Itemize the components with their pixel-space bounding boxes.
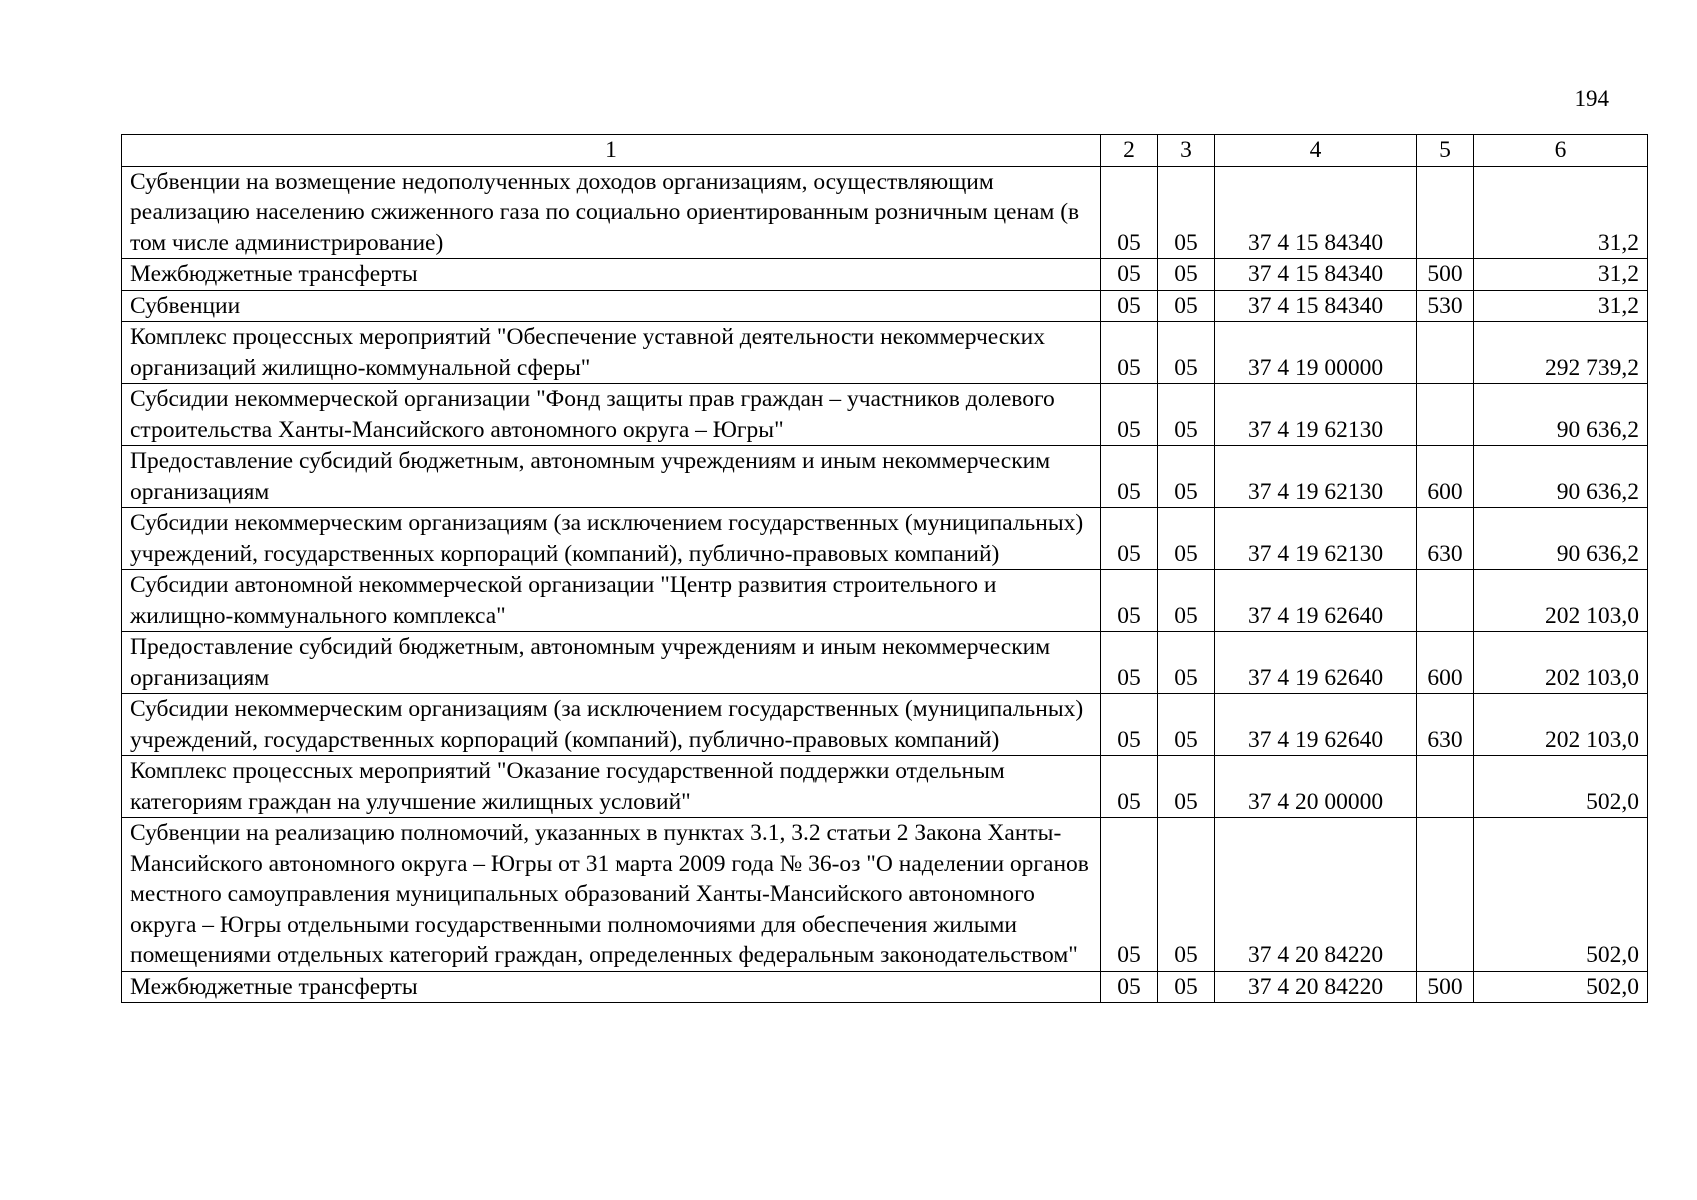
table-header-row: [122, 135, 1648, 167]
row-expense-type: [1417, 384, 1474, 446]
row-name: Субсидии некоммерческой организации "Фонд защиты прав граждан – участников долевого строительства Ханты-Мансийского автономного округа – Югры": [122, 384, 1101, 446]
column-header-3: 3: [1158, 135, 1215, 167]
row-amount: 31,2: [1474, 166, 1648, 259]
row-expense-type: [1417, 570, 1474, 632]
column-header-4: 4: [1215, 135, 1417, 167]
row-subsection: 05: [1158, 446, 1215, 508]
row-subsection: 05: [1158, 322, 1215, 384]
row-expense-type: [1417, 756, 1474, 818]
row-expense-type: 600: [1417, 632, 1474, 694]
page-number: 194: [1574, 86, 1609, 111]
row-section: 05: [1101, 694, 1158, 756]
table-row: [122, 971, 1648, 1003]
row-name: Субсидии автономной некоммерческой организации "Центр развития строительного и жилищно-коммунального комплекса": [122, 570, 1101, 632]
row-section: 05: [1101, 632, 1158, 694]
row-amount: 31,2: [1474, 259, 1648, 291]
row-amount: 202 103,0: [1474, 570, 1648, 632]
row-target-code: 37 4 15 84340: [1215, 166, 1417, 259]
row-name: Субвенции на реализацию полномочий, указанных в пунктах 3.1, 3.2 статьи 2 Закона Ханты-Мансийского автономного округа – Югры от 31 марта 2009 года № 36-оз "О наделении органов местного самоуправления муниципальных образований Ханты-Мансийского автономного округа – Югры отдельными государственными полномочиями для обеспечения жилыми помещениями отдельных категорий граждан, определенных федеральным законодательством": [122, 818, 1101, 972]
row-subsection: 05: [1158, 166, 1215, 259]
row-target-code: 37 4 19 62130: [1215, 508, 1417, 570]
row-target-code: 37 4 15 84340: [1215, 290, 1417, 322]
row-name: Межбюджетные трансферты: [122, 259, 1101, 291]
row-expense-type: 600: [1417, 446, 1474, 508]
column-header-6: 6: [1474, 135, 1648, 167]
row-subsection: 05: [1158, 756, 1215, 818]
row-expense-type: 500: [1417, 259, 1474, 291]
column-header-1: 1: [122, 135, 1101, 167]
table-row: [122, 166, 1648, 259]
row-subsection: 05: [1158, 384, 1215, 446]
row-name: Субсидии некоммерческим организациям (за исключением государственных (муниципальных) учреждений, государственных корпораций (компаний), публично-правовых компаний): [122, 694, 1101, 756]
table-row: [122, 508, 1648, 570]
row-section: 05: [1101, 290, 1158, 322]
row-subsection: 05: [1158, 971, 1215, 1003]
row-amount: 31,2: [1474, 290, 1648, 322]
row-target-code: 37 4 19 62130: [1215, 446, 1417, 508]
column-header-2: 2: [1101, 135, 1158, 167]
table-row: [122, 632, 1648, 694]
table-row: [122, 570, 1648, 632]
row-target-code: 37 4 19 00000: [1215, 322, 1417, 384]
row-target-code: 37 4 15 84340: [1215, 259, 1417, 291]
row-amount: 202 103,0: [1474, 694, 1648, 756]
row-expense-type: 630: [1417, 694, 1474, 756]
row-section: 05: [1101, 384, 1158, 446]
row-section: 05: [1101, 818, 1158, 972]
row-amount: 502,0: [1474, 818, 1648, 972]
row-expense-type: 500: [1417, 971, 1474, 1003]
row-name: Субсидии некоммерческим организациям (за исключением государственных (муниципальных) учреждений, государственных корпораций (компаний), публично-правовых компаний): [122, 508, 1101, 570]
row-name: Предоставление субсидий бюджетным, автономным учреждениям и иным некоммерческим организациям: [122, 632, 1101, 694]
column-header-5: 5: [1417, 135, 1474, 167]
row-section: 05: [1101, 166, 1158, 259]
row-amount: 202 103,0: [1474, 632, 1648, 694]
row-target-code: 37 4 20 00000: [1215, 756, 1417, 818]
row-section: 05: [1101, 756, 1158, 818]
row-amount: 502,0: [1474, 756, 1648, 818]
row-section: 05: [1101, 508, 1158, 570]
row-amount: 502,0: [1474, 971, 1648, 1003]
table-row: [122, 446, 1648, 508]
row-name: Межбюджетные трансферты: [122, 971, 1101, 1003]
row-amount: 90 636,2: [1474, 384, 1648, 446]
row-subsection: 05: [1158, 259, 1215, 291]
row-section: 05: [1101, 446, 1158, 508]
table-row: [122, 322, 1648, 384]
row-amount: 90 636,2: [1474, 508, 1648, 570]
row-target-code: 37 4 20 84220: [1215, 971, 1417, 1003]
row-amount: 292 739,2: [1474, 322, 1648, 384]
row-expense-type: [1417, 818, 1474, 972]
table-row: [122, 818, 1648, 972]
row-expense-type: [1417, 166, 1474, 259]
row-name: Комплекс процессных мероприятий "Обеспечение уставной деятельности некоммерческих организаций жилищно-коммунальной сферы": [122, 322, 1101, 384]
row-target-code: 37 4 19 62640: [1215, 570, 1417, 632]
row-name: Субвенции: [122, 290, 1101, 322]
row-subsection: 05: [1158, 632, 1215, 694]
budget-table: [121, 134, 1648, 1003]
row-name: Субвенции на возмещение недополученных доходов организациям, осуществляющим реализацию населению сжиженного газа по социально ориентированным розничным ценам (в том числе администрирование): [122, 166, 1101, 259]
table-row: [122, 694, 1648, 756]
row-name: Комплекс процессных мероприятий "Оказание государственной поддержки отдельным категориям граждан на улучшение жилищных условий": [122, 756, 1101, 818]
row-section: 05: [1101, 259, 1158, 291]
row-subsection: 05: [1158, 290, 1215, 322]
row-subsection: 05: [1158, 818, 1215, 972]
row-expense-type: [1417, 322, 1474, 384]
row-target-code: 37 4 19 62640: [1215, 694, 1417, 756]
row-target-code: 37 4 19 62130: [1215, 384, 1417, 446]
row-subsection: 05: [1158, 694, 1215, 756]
row-name: Предоставление субсидий бюджетным, автономным учреждениям и иным некоммерческим организациям: [122, 446, 1101, 508]
row-subsection: 05: [1158, 570, 1215, 632]
table-row: [122, 259, 1648, 291]
row-target-code: 37 4 20 84220: [1215, 818, 1417, 972]
table-row: [122, 384, 1648, 446]
row-section: 05: [1101, 570, 1158, 632]
row-expense-type: 630: [1417, 508, 1474, 570]
row-target-code: 37 4 19 62640: [1215, 632, 1417, 694]
row-section: 05: [1101, 322, 1158, 384]
row-subsection: 05: [1158, 508, 1215, 570]
row-amount: 90 636,2: [1474, 446, 1648, 508]
table-row: [122, 290, 1648, 322]
row-expense-type: 530: [1417, 290, 1474, 322]
table-row: [122, 756, 1648, 818]
row-section: 05: [1101, 971, 1158, 1003]
